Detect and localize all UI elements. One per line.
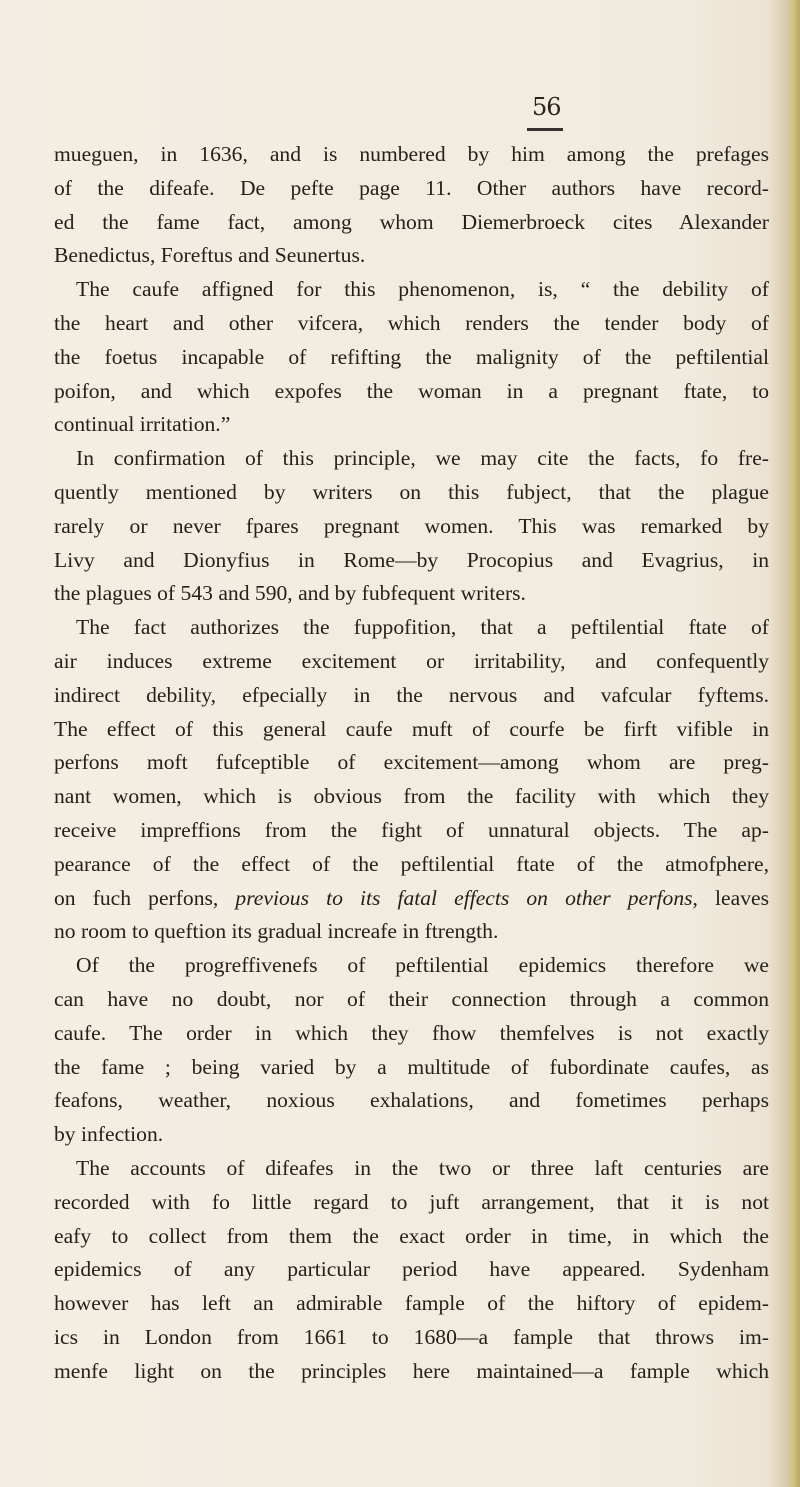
text-line: The fact authorizes the fuppofition, that a peftilential ftate of — [76, 615, 769, 640]
text-line: The accounts of difeafes in the two or three laft centuries are — [76, 1155, 769, 1180]
text-line: by infection. — [54, 1122, 164, 1147]
text-line: Livy and Dionyfius in Rome—by Procopius and Evagrius, in — [54, 547, 769, 572]
text-line: ed the fame fact, among whom Diemerbroeck cites Alexander — [54, 209, 769, 234]
text-line: however has left an admirable fample of the hiftory of epidem- — [54, 1291, 769, 1316]
text-line: the foetus incapable of refifting the malignity of the peftilential — [54, 344, 769, 369]
page-edge-discoloration — [786, 0, 800, 1487]
text-line: indirect debility, efpecially in the nervous and vafcular fyftems. — [54, 682, 769, 707]
text-line: feafons, weather, noxious exhalations, and fometimes perhaps — [54, 1088, 769, 1113]
text-line: Benedictus, Foreftus and Seunertus. — [54, 243, 366, 268]
text-line: In confirmation of this principle, we may cite the facts, fo fre- — [76, 446, 769, 471]
text-line: can have no doubt, nor of their connection through a common — [54, 986, 769, 1011]
text-line: mueguen, in 1636, and is numbered by him among the prefages — [54, 142, 769, 166]
text-line: Of the progreffivenefs of peftilential epidemics therefore we — [76, 953, 769, 978]
text-line: rarely or never fpares pregnant women. This was remarked by — [54, 513, 769, 538]
text-line: nant women, which is obvious from the facility with which they — [54, 784, 769, 809]
text-line: receive impreffions from the fight of unnatural objects. The ap- — [54, 817, 769, 842]
text-line: on fuch perfons, previous to its fatal effects on other perfons, leaves — [54, 885, 769, 910]
text-line: recorded with fo little regard to juft arrangement, that it is not — [54, 1189, 769, 1214]
text-line: of the difeafe. De pefte page 11. Other authors have record- — [54, 175, 769, 200]
text-line: pearance of the effect of the peftilential ftate of the atmofphere, — [54, 851, 769, 876]
text-line: the heart and other vifcera, which renders the tender body of — [54, 310, 769, 335]
text-line: epidemics of any particular period have appeared. Sydenham — [54, 1257, 769, 1282]
page-number: 56 — [532, 93, 561, 121]
text-line: air induces extreme excitement or irritability, and confequently — [54, 648, 769, 673]
text-line: caufe. The order in which they fhow themfelves is not exactly — [54, 1020, 769, 1045]
text-line: The effect of this general caufe muft of courfe be firft vifible in — [54, 716, 769, 741]
text-line: eafy to collect from them the exact order in time, in which the — [54, 1223, 769, 1248]
text-line: the plagues of 543 and 590, and by fubfequent writers. — [54, 581, 526, 606]
text-line: ics in London from 1661 to 1680—a fample that throws im- — [54, 1324, 769, 1349]
page-number-rule — [527, 128, 563, 131]
body-text — [54, 138, 769, 1388]
text-line: continual irritation.” — [54, 412, 231, 437]
text-line: menfe light on the principles here maintained—a fample which — [54, 1358, 769, 1383]
text-line: The caufe affigned for this phenomenon, is, “ the debility of — [76, 277, 769, 302]
text-line: the fame ; being varied by a multitude of fubordinate caufes, as — [54, 1054, 769, 1079]
text-line: quently mentioned by writers on this fubject, that the plague — [54, 479, 769, 504]
text-line: no room to queftion its gradual increafe in ftrength. — [54, 919, 499, 944]
text-line: perfons moft fufceptible of excitement—among whom are preg- — [54, 750, 769, 775]
text-line: poifon, and which expofes the woman in a pregnant ftate, to — [54, 378, 769, 403]
